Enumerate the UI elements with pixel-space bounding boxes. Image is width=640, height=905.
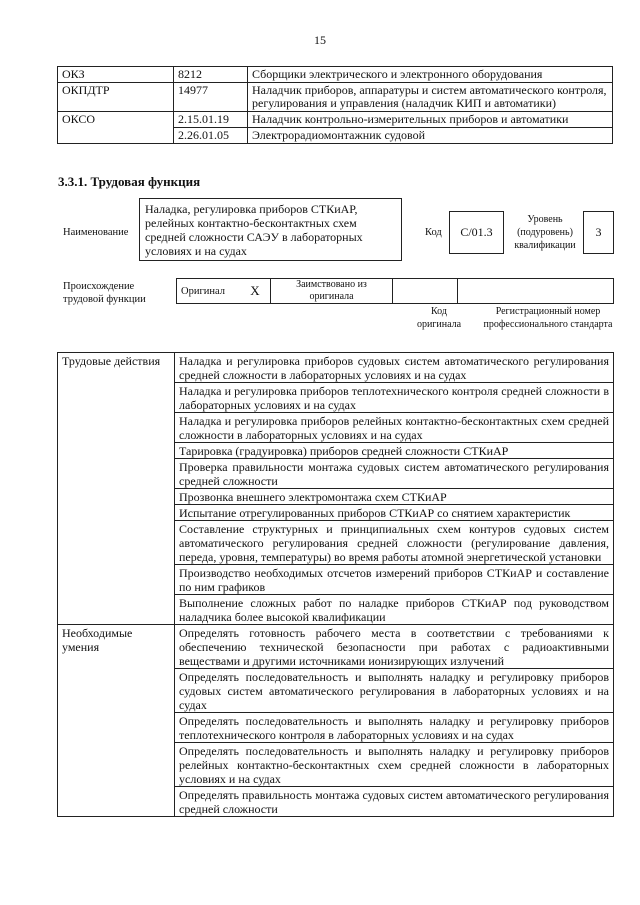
origin-label: Происхождение трудовой функции: [63, 281, 146, 305]
reg-number-label: Регистрационный номер профессионального стандарта: [483, 306, 613, 330]
classifier-title: Электрорадиомонтажник судовой: [248, 128, 613, 144]
classifier-name: ОКСО: [58, 112, 174, 144]
labor-action: Прозвонка внешнего электромонтажа схем СТКиАР: [175, 489, 614, 505]
skill-item: Определять последовательность и выполнять наладку и регулировку приборов релейных контактно-бесконтактных схем средней сложности в лабораторных условиях и на судах: [175, 743, 614, 787]
skill-item: Определять последовательность и выполнять наладку и регулировку приборов судовых систем автоматического регулирования в лабораторных условиях и на судах: [175, 669, 614, 713]
function-code: С/01.3: [449, 211, 504, 254]
classifier-row: [58, 67, 613, 83]
classifier-name: ОКПДТР: [58, 83, 174, 112]
skills-label: Необходимые умения: [58, 625, 175, 817]
skill-item: Определять последовательность и выполнять наладку и регулировку приборов теплотехнического контроля в лабораторных условиях и на судах: [175, 713, 614, 743]
origin-table: [176, 278, 614, 304]
qualification-level: 3: [583, 211, 614, 254]
labor-action: Тарировка (градуировка) приборов средней сложности СТКиАР: [175, 443, 614, 459]
skill-item: Определять правильность монтажа судовых систем автоматического регулирования средней сложности: [175, 787, 614, 817]
classifier-code: 14977: [174, 83, 248, 112]
function-name: Наладка, регулировка приборов СТКиАР, релейных контактно-бесконтактных схем средней сложности САЭУ в лабораторных условиях и на судах: [139, 198, 402, 261]
classifier-title: Наладчик контрольно-измерительных приборов и автоматики: [248, 112, 613, 128]
original-label: Оригинал: [177, 279, 241, 304]
classifier-title: Сборщики электрического и электронного оборудования: [248, 67, 613, 83]
original-code-cell: [393, 279, 458, 304]
name-label: Наименование: [63, 227, 129, 238]
labor-action: Наладка и регулировка приборов релейных контактно-бесконтактных схем средней сложности в лабораторных условиях и на судах: [175, 413, 614, 443]
table-row: [58, 353, 614, 383]
labor-action: Составление структурных и принципиальных схем контуров судовых систем автоматического регулирования средней сложности (регулирование давления, переда, уровня, температуры) во время работы атомной энергетической установки: [175, 521, 614, 565]
classifier-code: 2.26.01.05: [174, 128, 248, 144]
labor-action: Проверка правильности монтажа судовых систем автоматического регулирования средней сложности: [175, 459, 614, 489]
function-details-table: [57, 352, 614, 817]
classifier-row: [58, 83, 613, 112]
labor-actions-label: Трудовые действия: [58, 353, 175, 625]
classifier-title: Наладчик приборов, аппаратуры и систем автоматического контроля, регулирования и управления (наладчик КИП и автоматики): [248, 83, 613, 112]
code-label: Код: [425, 227, 442, 238]
section-title: 3.3.1. Трудовая функция: [58, 174, 201, 189]
table-row: [58, 625, 614, 669]
labor-action: Наладка и регулировка приборов теплотехнического контроля средней сложности в лабораторных условиях и на судах: [175, 383, 614, 413]
labor-action: Производство необходимых отсчетов измерений приборов СТКиАР и составление по ним графиков: [175, 565, 614, 595]
classifier-name: ОКЗ: [58, 67, 174, 83]
classifier-row: [58, 112, 613, 128]
borrowed-label: Заимствовано из оригинала: [271, 279, 393, 304]
skill-item: Определять готовность рабочего места в соответствии с требованиями к обеспечению технической безопасности при работах с радиоактивными веществами и другими источниками ионизирующих излучений: [175, 625, 614, 669]
labor-action: Испытание отрегулированных приборов СТКиАР со снятием характеристик: [175, 505, 614, 521]
classifier-table: [57, 66, 613, 144]
original-code-label: Код оригинала: [416, 306, 462, 330]
level-label: Уровень (подуровень) квалификации: [514, 214, 576, 251]
labor-action: Выполнение сложных работ по наладке приборов СТКиАР под руководством наладчика более высокой квалификации: [175, 595, 614, 625]
original-mark: X: [240, 279, 271, 304]
classifier-code: 8212: [174, 67, 248, 83]
labor-action: Наладка и регулировка приборов судовых систем автоматического регулирования средней сложности в лабораторных условиях и на судах: [175, 353, 614, 383]
classifier-code: 2.15.01.19: [174, 112, 248, 128]
page-number: 15: [314, 33, 326, 47]
reg-number-cell: [458, 279, 614, 304]
